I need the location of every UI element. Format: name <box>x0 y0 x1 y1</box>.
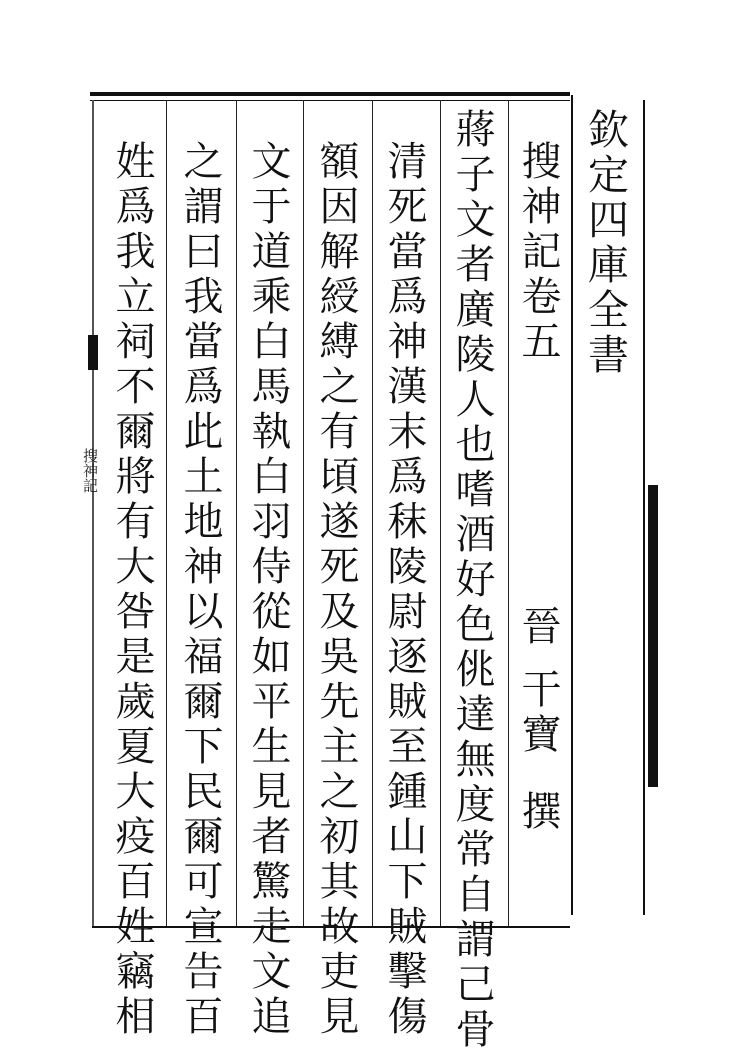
text-column-5: 之謂曰我當爲此土地神以福爾下民爾可宣告百 <box>177 140 223 1040</box>
author-name: 干寶 <box>515 668 561 758</box>
top-border-inner-line <box>90 100 570 101</box>
column-divider <box>303 100 304 926</box>
gutter-book-title: 搜神記 <box>81 448 99 493</box>
title-column-left-rule <box>571 95 573 915</box>
text-column-6: 姓爲我立祠不爾將有大咎是歲夏大疫百姓竊相 <box>109 140 155 1040</box>
text-column-1: 蔣子文者廣陵人也嗜酒好色佻達無度常自謂己骨 <box>449 108 495 1053</box>
right-edge-mark <box>648 485 658 787</box>
author-role: 撰 <box>515 790 561 835</box>
column-divider <box>508 100 509 926</box>
collection-title: 欽定四庫全書 <box>581 108 629 378</box>
text-column-3: 額因解綬縛之有頃遂死及吳先主之初其故吏見 <box>313 140 359 1040</box>
title-column-right-rule <box>643 100 645 915</box>
text-column-2: 清死當爲神漢末爲秣陵尉逐賊至鍾山下賊擊傷 <box>381 140 427 1040</box>
book-title: 搜神記卷五 <box>515 140 561 365</box>
column-divider <box>166 100 167 926</box>
text-column-4: 文于道乘白馬執白羽侍從如平生見者驚走文追 <box>245 140 291 1040</box>
gutter-fishtail-mark <box>88 335 98 370</box>
author-dynasty: 晉 <box>515 605 561 650</box>
top-border-line <box>90 92 570 96</box>
left-border-line <box>92 100 94 926</box>
column-divider <box>236 100 237 926</box>
column-divider <box>372 100 373 926</box>
column-divider <box>440 100 441 926</box>
